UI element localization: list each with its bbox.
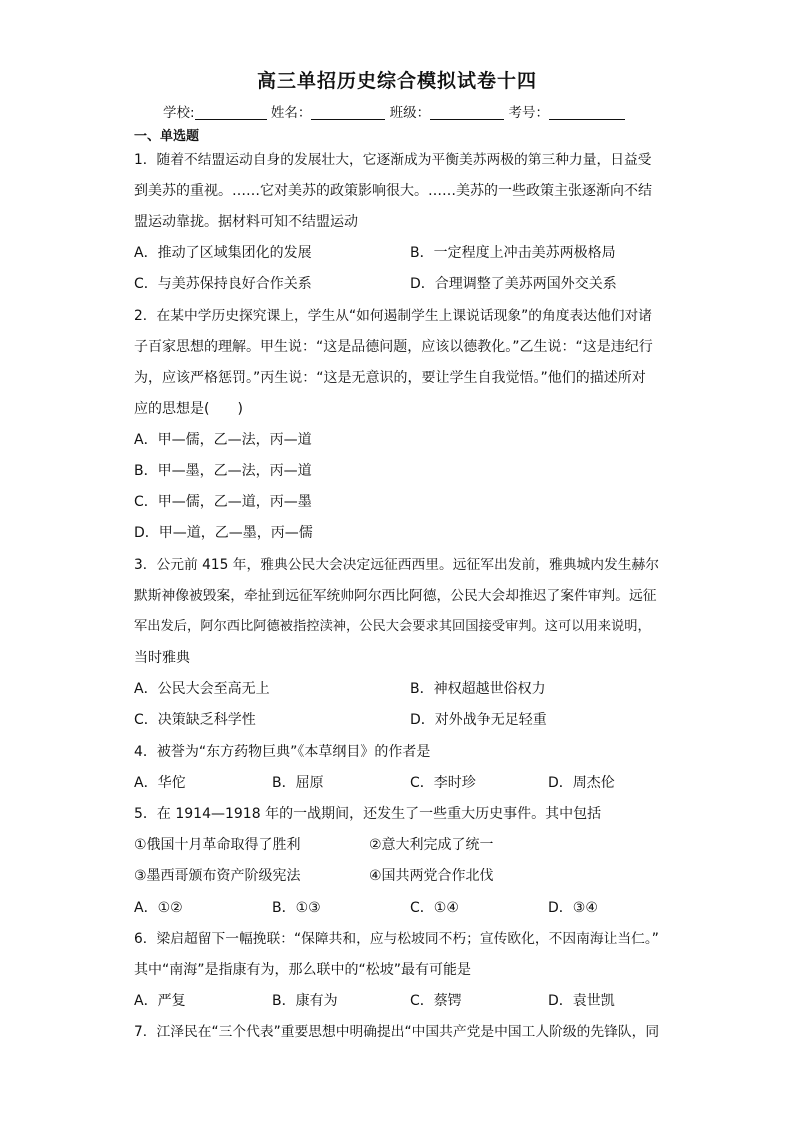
- question-7-line-1: 7．江泽民在“三个代表”重要思想中明确提出“中国共产党是中国工人阶级的先锋队，同: [134, 1024, 660, 1040]
- class-blank[interactable]: [430, 105, 504, 120]
- question-3-line-1: 3．公元前 415 年，雅典公民大会决定远征西西里。远征军出发前，雅典城内发生赫尔: [134, 557, 659, 573]
- question-2-option-b[interactable]: B．甲—墨，乙—法，丙—道: [134, 463, 312, 479]
- question-5-option-d[interactable]: D．③④: [548, 900, 598, 916]
- question-4-option-b[interactable]: B．屈原: [272, 775, 324, 791]
- question-3-option-b[interactable]: B．神权超越世俗权力: [410, 681, 546, 697]
- class-label: 班级：: [389, 105, 431, 121]
- question-6-line-1: 6．梁启超留下一幅挽联：“保障共和，应与松坡同不朽；宣传欧化，不因南海让当仁。”: [134, 931, 659, 947]
- question-4-line-1: 4．被誉为“东方药物巨典”《本草纲目》的作者是: [134, 744, 431, 760]
- question-3-option-d[interactable]: D．对外战争无足轻重: [410, 712, 547, 728]
- student-info-row: [163, 101, 625, 121]
- question-5-item-3: ③墨西哥颁布资产阶级宪法: [134, 868, 301, 884]
- question-2-option-c[interactable]: C．甲—儒，乙—道，丙—墨: [134, 494, 312, 510]
- question-5-option-c[interactable]: C．①④: [410, 900, 459, 916]
- question-5-option-a[interactable]: A．①②: [134, 900, 183, 916]
- question-5-option-b[interactable]: B．①③: [272, 900, 321, 916]
- question-6-option-d[interactable]: D．袁世凯: [548, 993, 615, 1009]
- question-4-option-d[interactable]: D．周杰伦: [548, 775, 615, 791]
- question-3-line-2: 默斯神像被毁案，牵扯到远征军统帅阿尔西比阿德，公民大会却推迟了案件审判。远征: [134, 588, 657, 604]
- question-5-item-1: ①俄国十月革命取得了胜利: [134, 837, 301, 853]
- question-6-option-c[interactable]: C．蔡锷: [410, 993, 462, 1009]
- question-3-line-3: 军出发后，阿尔西比阿德被指控渎神，公民大会要求其回国接受审判。这可以用来说明，: [134, 619, 651, 634]
- section-title: 一、单选题: [134, 129, 200, 144]
- question-5-item-4: ④国共两党合作北伐: [369, 868, 494, 884]
- question-1-line-2: 到美苏的重视。……它对美苏的政策影响很大。……美苏的一些政策主张逐渐向不结: [134, 183, 652, 199]
- question-4-option-c[interactable]: C．李时珍: [410, 775, 476, 791]
- question-1-option-b[interactable]: B．一定程度上冲击美苏两极格局: [410, 245, 616, 261]
- school-label: 学校:: [163, 105, 195, 121]
- question-2-option-d[interactable]: D．甲—道，乙—墨，丙—儒: [134, 525, 313, 541]
- question-6-line-2: 其中“南海”是指康有为，那么联中的“松坡”最有可能是: [134, 962, 472, 978]
- question-4-option-a[interactable]: A．华佗: [134, 775, 186, 791]
- exam-no-blank[interactable]: [549, 105, 625, 120]
- question-6-option-a[interactable]: A．严复: [134, 993, 186, 1009]
- question-2-line-3: 为，应该严格惩罚。”丙生说：“这是无意识的，要让学生自我觉悟。”他们的描述所对: [134, 370, 646, 386]
- question-1-option-d[interactable]: D．合理调整了美苏两国外交关系: [410, 276, 617, 292]
- page-title: 高三单招历史综合模拟试卷十四: [256, 70, 537, 92]
- question-2-line-1: 2．在某中学历史探究课上，学生从“如何遏制学生上课说话现象”的角度表达他们对诸: [134, 308, 652, 324]
- question-2-line-4: 应的思想是( ): [134, 401, 243, 417]
- exam-no-label: 考号：: [508, 105, 549, 121]
- question-1-line-1: 1．随着不结盟运动自身的发展壮大，它逐渐成为平衡美苏两极的第三种力量，日益受: [134, 152, 652, 168]
- name-label: 姓名：: [270, 105, 312, 121]
- question-5-item-2: ②意大利完成了统一: [369, 837, 494, 853]
- question-3-option-c[interactable]: C．决策缺乏科学性: [134, 712, 256, 728]
- question-2-line-2: 子百家思想的理解。甲生说：“这是品德问题，应该以德教化。”乙生说：“这是违纪行: [134, 339, 653, 355]
- school-blank[interactable]: [195, 105, 267, 120]
- question-3-option-a[interactable]: A．公民大会至高无上: [134, 681, 270, 697]
- question-1-option-c[interactable]: C．与美苏保持良好合作关系: [134, 276, 312, 292]
- question-1-option-a[interactable]: A．推动了区域集团化的发展: [134, 245, 312, 261]
- question-3-line-4: 当时雅典: [134, 650, 190, 666]
- question-2-option-a[interactable]: A．甲—儒，乙—法，丙—道: [134, 432, 312, 448]
- name-blank[interactable]: [311, 105, 385, 120]
- question-1-line-3: 盟运动靠拢。据材料可知不结盟运动: [134, 214, 358, 230]
- question-5-line-1: 5．在 1914—1918 年的一战期间，还发生了一些重大历史事件。其中包括: [134, 806, 602, 822]
- question-6-option-b[interactable]: B．康有为: [272, 993, 338, 1009]
